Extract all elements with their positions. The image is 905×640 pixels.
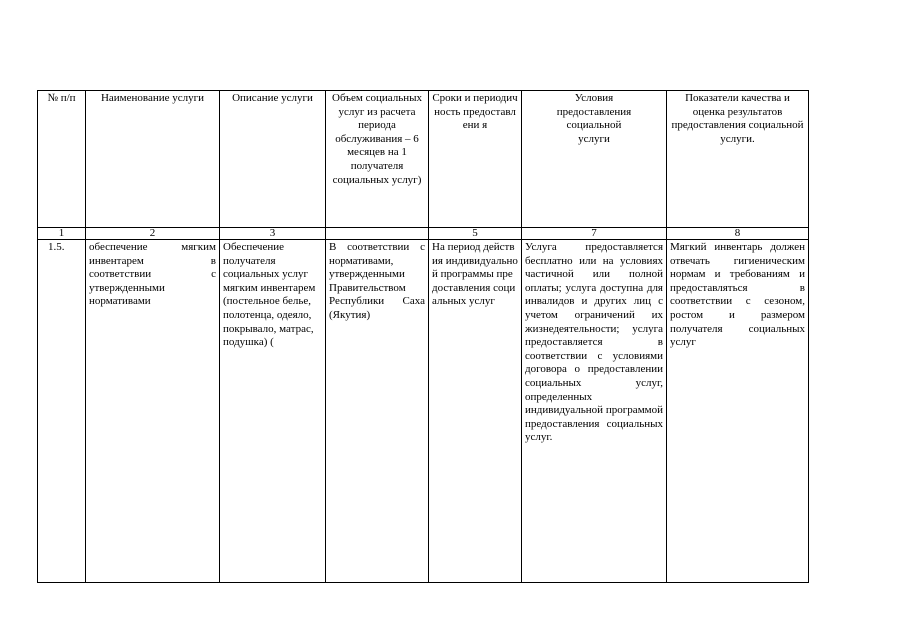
column-number: 7 <box>522 228 667 240</box>
header-number: № п/п <box>38 91 86 228</box>
header-conditions: Условия предоставления социальной услуги <box>522 91 667 228</box>
services-table <box>37 90 809 583</box>
column-number: 3 <box>220 228 326 240</box>
service-conditions: Услуга предоставляется бесплатно или на условиях частичной или полной оплаты; услуга доступна для инвалидов и других лиц с учетом ограничений их жизнедеятельности; услуга предоставляется в соответствии с условиями договора о предоставлении социальных услуг, определенных индивидуальной программой предоставления социальных услуг. <box>522 240 667 583</box>
row-number: 1.5. <box>38 240 86 583</box>
header-description: Описание услуги <box>220 91 326 228</box>
service-quality: Мягкий инвентарь должен отвечать гигиеническим нормам и требованиям и предоставляться в соответствии с сезоном, ростом и размером получателя социальных услуг <box>667 240 809 583</box>
header-quality: Показатели качества и оценка результатов предоставления социальной услуги. <box>667 91 809 228</box>
column-number: 8 <box>667 228 809 240</box>
column-number: 1 <box>38 228 86 240</box>
table-row <box>38 240 809 583</box>
column-number: 5 <box>429 228 522 240</box>
header-service-name: Наименование услуги <box>86 91 220 228</box>
service-terms: На период действия индивидуальной программы предоставления социальных услуг <box>429 240 522 583</box>
header-row <box>38 91 809 228</box>
header-terms: Сроки и периодичность предоставлени я <box>429 91 522 228</box>
service-description: Обеспечение получателя социальных услуг мягким инвентарем (постельное белье, полотенца, одеяло, покрывало, матрас, подушка) ( <box>220 240 326 583</box>
header-volume: Объем социальных услуг из расчета периода обслуживания – 6 месяцев на 1 получателя социальных услуг) <box>326 91 429 228</box>
column-number-row <box>38 228 809 240</box>
column-number <box>326 228 429 240</box>
column-number: 2 <box>86 228 220 240</box>
service-name: обеспечение мягким инвентарем в соответствии с утвержденными нормативами <box>86 240 220 583</box>
service-volume: В соответствии с нормативами, утвержденными Правительством Республики Саха (Якутия) <box>326 240 429 583</box>
